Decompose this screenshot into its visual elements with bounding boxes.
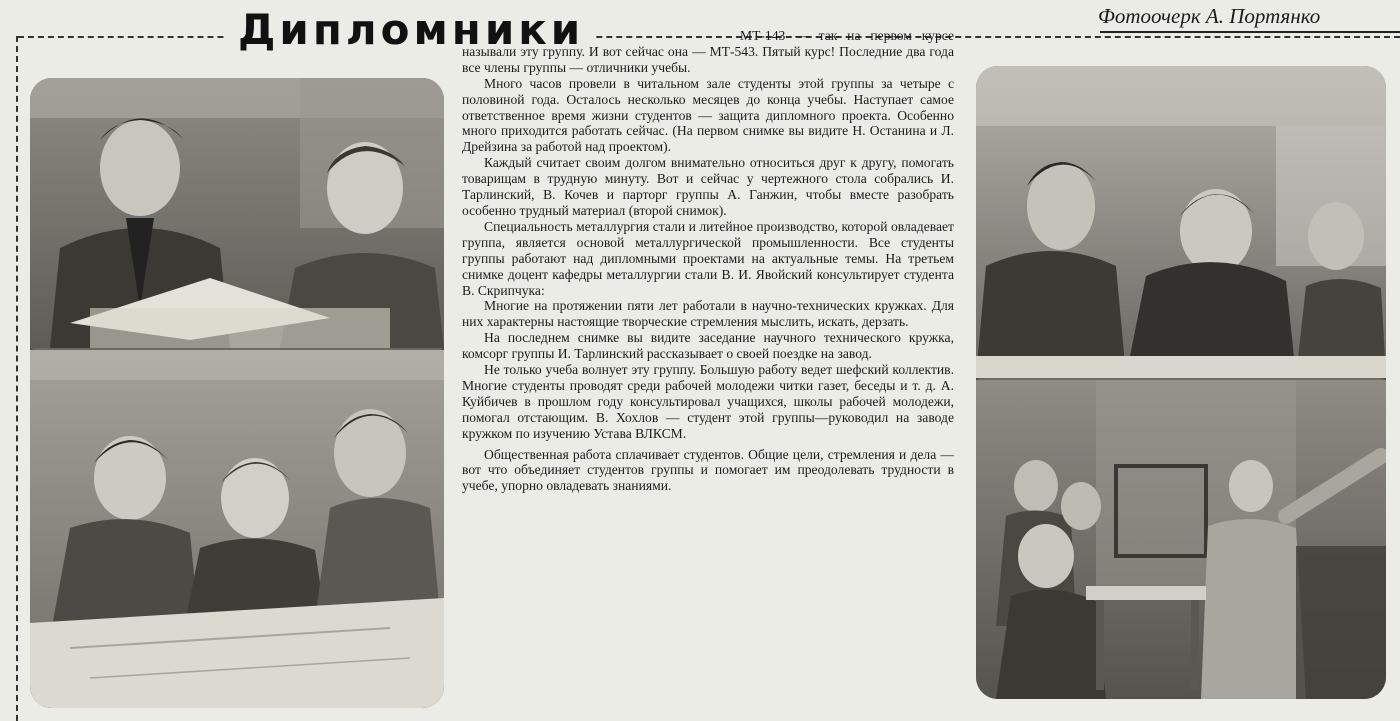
article-paragraph: Общественная работа сплачивает студентов. Общие цели, стремления и дела — вот что объединяет студентов группы и помогает им преодолевать трудности в учебе, упорно овладевать знаниями.: [462, 446, 954, 494]
page-border-left: [16, 36, 18, 721]
article-body: [462, 28, 954, 494]
byline-rule: [1100, 31, 1400, 33]
headline: Дипломники: [226, 4, 596, 56]
photo-panel-right: [976, 66, 1386, 699]
article-paragraph: Не только учеба волнует эту группу. Большую работу ведет шефский коллектив. Многие студенты проводят среди рабочей молодежи читки газет, беседы и т. д. А. Куйбичев в прошлом году консультировал учащихся, школы рабочей молодежи, помогал отстающим. В. Хохлов — студент этой группы—руководил на заводе кружком по изучению Устава ВЛКСМ.: [462, 362, 954, 441]
article-paragraph: На последнем снимке вы видите заседание научного технического кружка, комсорг группы И. Тарлинский рассказывает о своей поездке на завод.: [462, 330, 954, 362]
students-reading-photo: [30, 78, 444, 708]
headline-clearance: [462, 28, 740, 42]
article-paragraph: МТ-143 — так на первом курсе называли эту группу. И вот сейчас она — МТ-543. Пятый курс! Последние два года все члены группы — отличники учебы.: [462, 28, 954, 75]
article-paragraph: Много часов провели в читальном зале студенты этой группы за четыре с половиной года. Осталось несколько месяцев до конца учебы. Наступает самое ответственное время жизни студентов — защита дипломного проекта. Особенно много приходится работать сейчас. (На первом снимке вы видите Н. Останина и Л. Дрейзина за работой над проектом).: [462, 75, 954, 155]
article-paragraph: Каждый считает своим долгом внимательно относиться друг к другу, помогать товарищам в трудную минуту. Вот и сейчас у чертежного стола собрались И. Тарлинский, В. Кочев и парторг группы А. Ганжин, чтобы вместе разобрать особенно трудный материал (второй снимок).: [462, 155, 954, 218]
article-paragraph: Многие на протяжении пяти лет работали в научно-технических кружках. Для них характерны настоящие творческие стремления мыслить, искать, дерзать.: [462, 298, 954, 330]
photo-panel-left: [30, 78, 444, 708]
drafting-table-photo: [976, 66, 1386, 699]
article-paragraph: Специальность металлургия стали и литейное производство, которой овладевает группа, является основой металлургической промышленности. Все студенты группы работают над дипломными проектами на актуальные темы. На третьем снимке доцент кафедры металлургии стали В. И. Явойский консультирует студента В. Скрипчука:: [462, 218, 954, 298]
byline: Фотоочерк А. Портянко: [1092, 2, 1326, 32]
